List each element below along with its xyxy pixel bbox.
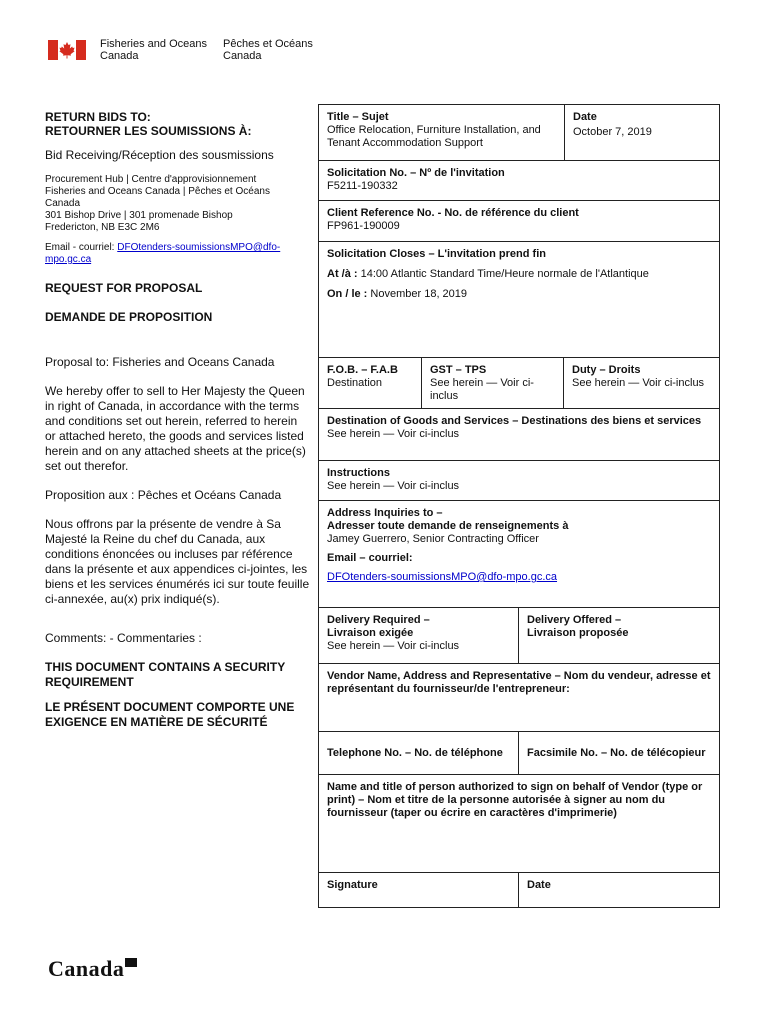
fob-row xyxy=(319,357,719,408)
date-value: October 7, 2019 xyxy=(573,126,652,138)
form-table xyxy=(318,104,720,908)
email-link[interactable]: DFOtenders-soumissionsMPO@dfo- xyxy=(117,242,281,253)
closes-at xyxy=(327,268,711,281)
delivery-offered-cell[interactable] xyxy=(518,608,719,663)
title-label: Title – Sujet xyxy=(327,111,389,123)
wordmark-text: Canada xyxy=(48,956,125,981)
inquiries-email-link[interactable]: DFOtenders-soumissionsMPO@dfo-mpo.gc.ca xyxy=(327,571,558,583)
bid-receiving: Bid Receiving/Réception des sousmissions xyxy=(45,148,274,162)
spacer xyxy=(319,597,719,607)
security-en: THIS DOCUMENT CONTAINS A SECURITY REQUIREMENT xyxy=(45,660,286,689)
facsimile-cell[interactable] xyxy=(518,732,719,774)
rfp-fr: DEMANDE DE PROPOSITION xyxy=(45,310,213,324)
closes-cell xyxy=(319,241,719,357)
proposal-to: Proposal to: Fisheries and Oceans Canada xyxy=(45,355,275,369)
rfp-en: REQUEST FOR PROPOSAL xyxy=(45,281,203,295)
page-header xyxy=(48,38,329,62)
email-link-cont[interactable]: mpo.gc.ca xyxy=(45,254,92,265)
sig-date-cell[interactable] xyxy=(518,873,719,907)
inquiries-cell xyxy=(319,500,719,597)
client-ref-value: FP961-190009 xyxy=(327,220,400,232)
comments-label: Comments: - Commentaries : xyxy=(45,631,202,645)
return-bids-fr: RETOURNER LES SOUMISSIONS À: xyxy=(45,124,252,138)
address-block xyxy=(45,174,310,234)
offer-en: We hereby offer to sell to Her Majesty the Queen in right of Canada, in accordance with the terms and conditions set out herein, referred to herein or attached hereto, the goods and services listed herein and on any attached sheets at the price(s) set out therefor. xyxy=(45,384,306,473)
solicitation-label: Solicitation No. – Nº de l'invitation xyxy=(327,167,505,179)
date-cell xyxy=(564,105,719,160)
inquiries-label2: Adresser toute demande de renseignements à xyxy=(327,520,569,532)
authorized-label: Name and title of person authorized to sign on behalf of Vendor (type or print) – Nom et titre de la personne autorisée à signer au nom du fournisseur (taper ou écrire en caractères d'imprimerie) xyxy=(327,781,703,819)
on-label: On / le : xyxy=(327,288,371,300)
gst-cell xyxy=(421,358,563,408)
dept-name-en xyxy=(100,38,207,62)
facsimile-label: Facsimile No. – No. de télécopieur xyxy=(527,746,706,759)
address-line3: Canada xyxy=(45,198,81,209)
at-value: 14:00 Atlantic Standard Time/Heure normale de l'Atlantique xyxy=(360,268,649,280)
delivery-required-label1: Delivery Required – xyxy=(327,614,430,626)
proposition-aux: Proposition aux : Pêches et Océans Canada xyxy=(45,488,282,502)
address-line1: Procurement Hub | Centre d'approvisionnement xyxy=(45,174,257,185)
delivery-required-value: See herein — Voir ci-inclus xyxy=(327,640,460,652)
at-label: At /à : xyxy=(327,268,361,280)
telephone-label: Telephone No. – No. de téléphone xyxy=(327,746,503,759)
inquiries-value: Jamey Guerrero, Senior Contracting Officer xyxy=(327,533,539,545)
address-line5: Fredericton, NB E3C 2M6 xyxy=(45,222,160,233)
on-value: November 18, 2019 xyxy=(370,288,468,300)
solicitation-value: F5211-190332 xyxy=(327,180,398,192)
delivery-row xyxy=(319,607,719,663)
client-ref-label: Client Reference No. - No. de référence du client xyxy=(327,207,579,219)
maple-leaf-icon xyxy=(58,40,76,60)
dept-en-line2: Canada xyxy=(100,50,139,62)
signature-label: Signature xyxy=(327,879,378,891)
fob-label: F.O.B. – F.A.B xyxy=(327,364,398,376)
delivery-required-cell xyxy=(319,608,518,663)
security-fr: LE PRÉSENT DOCUMENT COMPORTE UNE EXIGENCE EN MATIÈRE DE SÉCURITÉ xyxy=(45,700,295,729)
closes-on xyxy=(327,288,711,301)
email-label: Email - courriel: xyxy=(45,242,118,253)
delivery-offered-label1: Delivery Offered – xyxy=(527,614,622,626)
destination-value: See herein — Voir ci-inclus xyxy=(327,428,460,440)
signature-row xyxy=(319,872,719,907)
delivery-offered-label2: Livraison proposée xyxy=(527,627,629,639)
wordmark-flag-icon xyxy=(125,958,137,967)
canada-wordmark-logo xyxy=(48,956,137,982)
address-line4: 301 Bishop Drive | 301 promenade Bishop xyxy=(45,210,233,221)
vendor-cell[interactable] xyxy=(319,663,719,731)
dept-fr-line2: Canada xyxy=(223,50,262,62)
duty-value: See herein — Voir ci-inclus xyxy=(572,377,705,389)
destination-label: Destination of Goods and Services – Destinations des biens et services xyxy=(327,415,702,427)
fob-cell xyxy=(319,358,421,408)
closes-label: Solicitation Closes – L'invitation prend fin xyxy=(327,248,546,260)
dept-fr-line1: Pêches et Océans xyxy=(223,38,313,50)
sig-date-label: Date xyxy=(527,879,551,891)
duty-label: Duty – Droits xyxy=(572,364,641,376)
client-ref-cell xyxy=(319,200,719,241)
instructions-cell xyxy=(319,460,719,500)
email-block xyxy=(45,242,310,266)
inquiries-label1: Address Inquiries to – xyxy=(327,507,443,519)
offer-fr: Nous offrons par la présente de vendre à Sa Majesté la Reine du chef du Canada, aux conditions énoncées ou incluses par référence dans la présente et aux appendices ci-jointes, les biens et les services énumérés ici sur toute feuille ci-annexée, au(x) prix indiqué(s). xyxy=(45,517,310,606)
title-row xyxy=(319,105,719,160)
dept-en-line1: Fisheries and Oceans xyxy=(100,38,207,50)
destination-cell xyxy=(319,408,719,460)
canada-flag-icon xyxy=(48,40,86,60)
title-value: Office Relocation, Furniture Installation, and Tenant Accommodation Support xyxy=(327,124,541,149)
address-line2: Fisheries and Oceans Canada | Pêches et Océans xyxy=(45,186,270,197)
instructions-value: See herein — Voir ci-inclus xyxy=(327,480,460,492)
inquiries-email-label: Email – courriel: xyxy=(327,552,413,564)
fob-value: Destination xyxy=(327,377,383,389)
authorized-cell[interactable] xyxy=(319,774,719,872)
telephone-cell[interactable] xyxy=(319,732,518,774)
dept-name-fr xyxy=(223,38,313,62)
solicitation-cell xyxy=(319,160,719,200)
title-cell xyxy=(319,105,564,160)
phone-row xyxy=(319,731,719,774)
left-column xyxy=(45,110,310,730)
gst-label: GST – TPS xyxy=(430,364,487,376)
signature-cell[interactable] xyxy=(319,873,518,907)
return-bids-en: RETURN BIDS TO: xyxy=(45,110,151,124)
date-label: Date xyxy=(573,111,597,123)
gst-value: See herein — Voir ci-inclus xyxy=(430,377,534,402)
duty-cell xyxy=(563,358,719,408)
delivery-required-label2: Livraison exigée xyxy=(327,627,414,639)
instructions-label: Instructions xyxy=(327,467,390,479)
vendor-label: Vendor Name, Address and Representative – Nom du vendeur, adresse et représentant du fournisseur/de l'entrepreneur: xyxy=(327,670,711,695)
